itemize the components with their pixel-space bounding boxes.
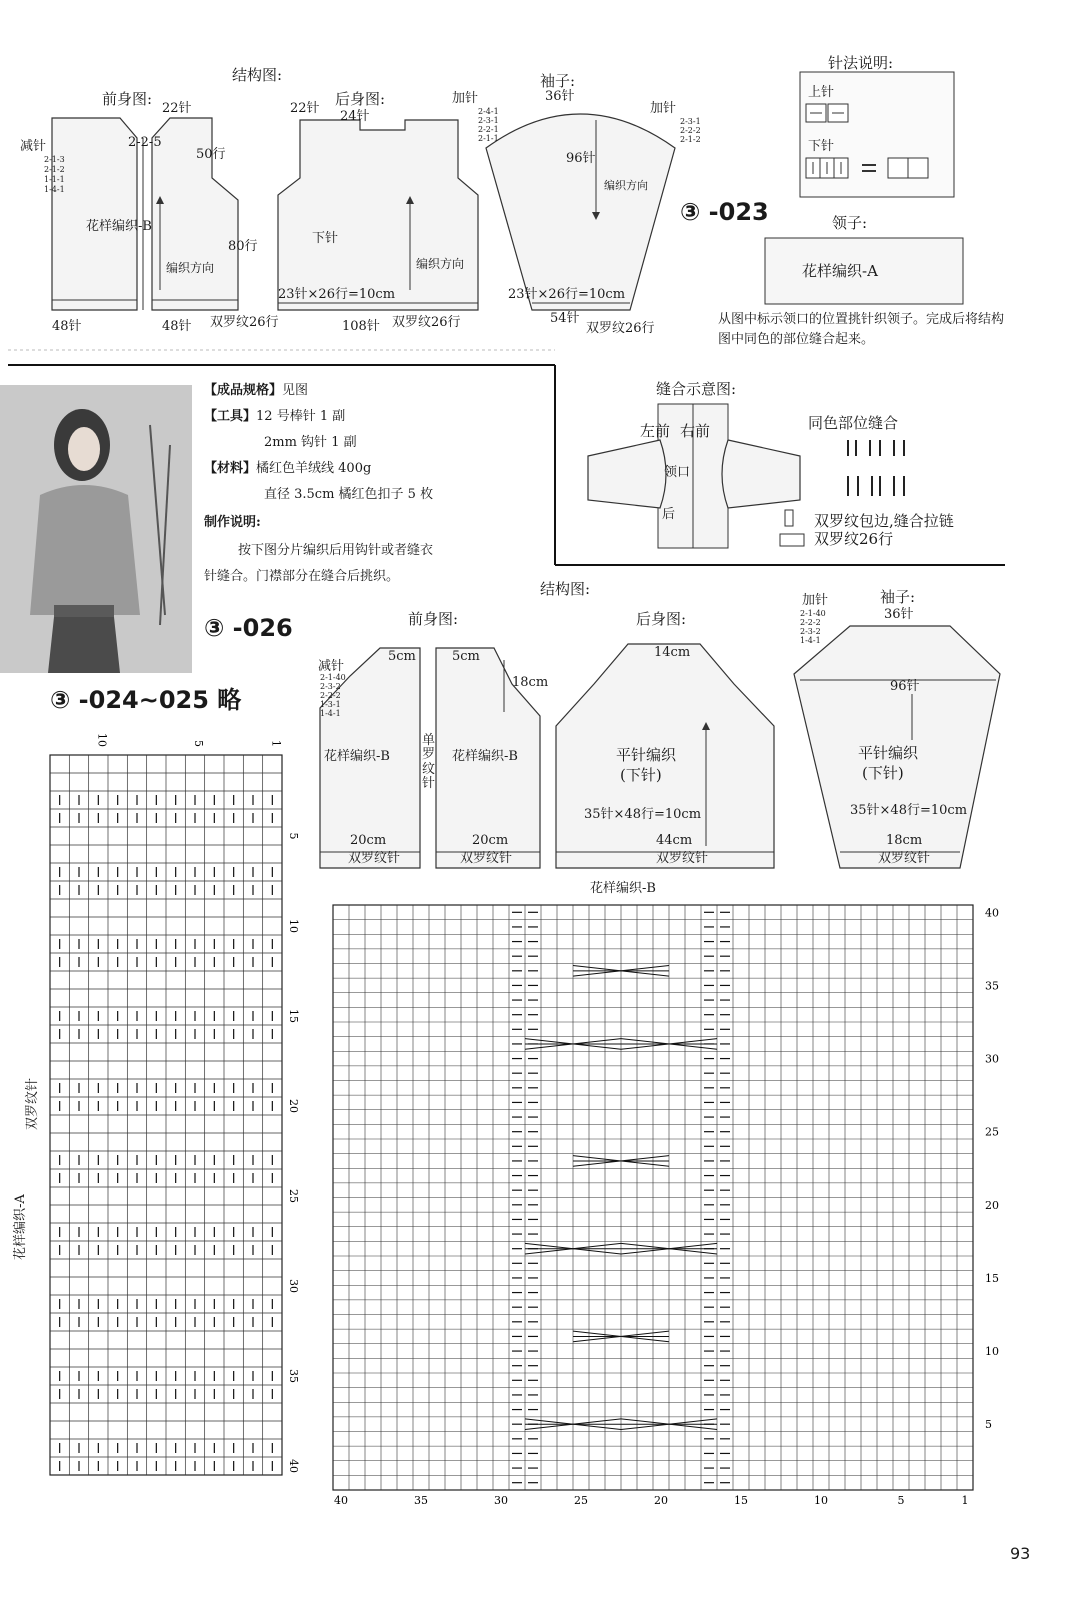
sewing-left-front: 左前 xyxy=(640,422,671,440)
chart-b-x-tick: 25 xyxy=(574,1494,588,1507)
spec-row-4: 【材料】橘红色羊绒线 400g xyxy=(204,461,372,476)
decrease-label-023: 减针 xyxy=(20,139,47,154)
sleeve-label-023: 袖子: xyxy=(540,72,576,90)
single-rib-band: 单罗纹针 xyxy=(422,733,436,791)
instructions-line-1: 按下图分片编织后用钩针或者缝衣 xyxy=(238,543,434,558)
sleeve-width-stitches: 96针 xyxy=(566,151,596,166)
gauge-back-026: 35针×48行=10cm xyxy=(584,807,702,822)
front-right-width: 20cm xyxy=(472,833,509,848)
page-number: 93 xyxy=(1010,1544,1031,1563)
chart-b-x-tick: 40 xyxy=(334,1494,348,1507)
front-left-pattern-b: 花样编织-B xyxy=(324,749,390,764)
structure-title-026: 结构图: xyxy=(540,580,591,598)
sleeve-cuff-width: 18cm xyxy=(886,833,923,848)
sewing-title: 缝合示意图: xyxy=(656,380,737,398)
increase-left-seq-4: 2-1-1 xyxy=(478,134,499,143)
purl-stitch-label: 上针 xyxy=(808,85,835,100)
spec-row-1: 【成品规格】见图 xyxy=(204,383,309,398)
chart-b-x-tick: 35 xyxy=(414,1494,428,1507)
decrease-026-seq-4: 1-3-1 xyxy=(320,700,341,709)
back-stockinette-label: 下针 xyxy=(312,231,339,246)
increase-026-seq-4: 1-4-1 xyxy=(800,636,821,645)
front-neck-depth: 18cm xyxy=(512,675,549,690)
increase-label-right: 加针 xyxy=(650,101,677,116)
sleeve-cap-stitches: 36针 xyxy=(545,89,575,104)
sleeve-rib-rows: 双罗纹26行 xyxy=(586,321,655,336)
sleeve-cuff-stitches: 54针 xyxy=(550,311,580,326)
legend-rib-rows: 双罗纹26行 xyxy=(814,530,894,548)
sleeve-plain-knit-note: (下针) xyxy=(862,764,904,782)
decrease-026-seq-1: 2-1-40 xyxy=(320,673,346,682)
sewing-collar: 领口 xyxy=(664,465,691,480)
decrease-label-026: 减针 xyxy=(318,659,345,674)
chart-a-rib-label: 双罗纹针 xyxy=(25,1077,40,1130)
structure-title-023: 结构图: xyxy=(232,66,283,84)
rib-sleeve: 双罗纹针 xyxy=(878,851,931,866)
stitch-legend-title: 针法说明: xyxy=(828,54,894,72)
increase-left-seq-2: 2-3-1 xyxy=(478,116,499,125)
chart-a-col-tick: 5 xyxy=(192,740,205,747)
chart-a-row-tick: 30 xyxy=(287,1279,300,1293)
knit-stitch-label: 下针 xyxy=(808,139,835,154)
pattern-label-023: ③ -023 xyxy=(680,198,769,226)
front-rib-rows: 双罗纹26行 xyxy=(210,315,279,330)
sewing-back: 后 xyxy=(662,507,676,522)
front-label-026: 前身图: xyxy=(408,610,459,628)
chart-b-title: 花样编织-B xyxy=(590,881,656,896)
back-plain-knit-note: (下针) xyxy=(620,766,662,784)
front-left-width: 20cm xyxy=(350,833,387,848)
sleeve-width-026: 96针 xyxy=(890,679,920,694)
increase-right-seq-2: 2-2-2 xyxy=(680,126,701,135)
chart-b-y-tick: 5 xyxy=(985,1418,992,1432)
chart-b-x-tick: 1 xyxy=(961,1494,969,1507)
decrease-seq-3: 1-1-1 xyxy=(44,175,65,184)
back-neck-stitches: 24针 xyxy=(340,109,370,124)
back-stitches: 108针 xyxy=(342,319,380,334)
instructions-title: 制作说明: xyxy=(204,515,261,530)
front-right-pattern-b: 花样编织-B xyxy=(452,749,518,764)
chart-a-title: 花样编织-A xyxy=(13,1194,28,1260)
increase-026-seq-2: 2-2-2 xyxy=(800,618,821,627)
gauge-sleeve-026: 35针×48行=10cm xyxy=(850,803,968,818)
front-neck-stitches: 22针 xyxy=(162,101,192,116)
increase-left-seq-1: 2-4-1 xyxy=(478,107,499,116)
instructions-line-2: 针缝合。门襟部分在缝合后挑织。 xyxy=(204,569,400,584)
chart-b-y-tick: 30 xyxy=(985,1052,999,1066)
back-label-023: 后身图: xyxy=(335,90,386,108)
increase-right-seq-1: 2-3-1 xyxy=(680,117,701,126)
back-rib-rows: 双罗纹26行 xyxy=(392,315,461,330)
neck-shaping-seq: 2-2-5 xyxy=(128,135,162,150)
chart-a-row-tick: 25 xyxy=(287,1189,300,1203)
knit-direction-back: 编织方向 xyxy=(416,257,465,271)
collar-pattern-a: 花样编织-A xyxy=(802,262,878,280)
chart-a-col-tick: 10 xyxy=(95,733,109,747)
sleeve-label-026: 袖子: xyxy=(880,588,916,606)
collar-label: 领子: xyxy=(832,214,868,232)
chart-a-row-tick: 35 xyxy=(287,1369,300,1383)
sleeve-cap-026: 36针 xyxy=(884,607,914,622)
rib-front-left: 双罗纹针 xyxy=(348,851,401,866)
back-plain-knit: 平针编织 xyxy=(616,746,677,764)
back-neck-width: 14cm xyxy=(654,645,691,660)
spec-row-5: 直径 3.5cm 橘红色扣子 5 枚 xyxy=(264,487,434,502)
increase-label-left: 加针 xyxy=(452,91,479,106)
front-right-neck-width: 5cm xyxy=(452,649,480,664)
front-pattern-b-label: 花样编织-B xyxy=(86,219,152,234)
rows-80: 80行 xyxy=(228,239,258,254)
knit-direction-front: 编织方向 xyxy=(166,261,215,275)
chart-b-y-tick: 15 xyxy=(985,1271,999,1285)
back-shoulder-stitches: 22针 xyxy=(290,101,320,116)
pattern-label-024-025: ③ -024~025 略 xyxy=(50,686,242,714)
chart-b-x-tick: 15 xyxy=(734,1494,748,1507)
knit-direction-sleeve: 编织方向 xyxy=(604,179,648,192)
increase-026-seq-3: 2-3-2 xyxy=(800,627,821,636)
chart-a-row-tick: 15 xyxy=(287,1009,300,1023)
decrease-seq-1: 2-1-3 xyxy=(44,155,65,164)
front-right-stitches: 48针 xyxy=(162,319,192,334)
increase-label-026: 加针 xyxy=(802,593,829,608)
spec-row-2: 【工具】12 号棒针 1 副 xyxy=(204,409,346,424)
chart-b-y-tick: 20 xyxy=(985,1198,999,1212)
collar-note: 从图中标示领口的位置挑针织领子。完成后将结构图中同色的部位缝合起来。 xyxy=(718,312,1005,347)
increase-026-seq-1: 2-1-40 xyxy=(800,609,826,618)
increase-left-seq-3: 2-2-1 xyxy=(478,125,499,134)
chart-a-row-tick: 10 xyxy=(287,919,300,933)
legend-rib-zip: 双罗纹包边,缝合拉链 xyxy=(814,512,954,530)
chart-b-x-tick: 5 xyxy=(897,1494,905,1507)
sleeve-plain-knit: 平针编织 xyxy=(858,744,919,762)
decrease-026-seq-2: 2-3-2 xyxy=(320,682,341,691)
pattern-label-026: ③ -026 xyxy=(204,614,293,642)
decrease-seq-2: 2-1-2 xyxy=(44,165,65,174)
gauge-back-023: 23针×26行=10cm xyxy=(278,287,396,302)
front-left-neck-width: 5cm xyxy=(388,649,416,664)
back-label-026: 后身图: xyxy=(636,610,687,628)
chart-a-row-tick: 20 xyxy=(287,1099,300,1113)
chart-b-x-tick: 10 xyxy=(814,1494,828,1507)
chart-b-x-tick: 20 xyxy=(654,1494,668,1507)
chart-b-x-tick: 30 xyxy=(494,1494,508,1507)
back-width: 44cm xyxy=(656,833,693,848)
chart-b-y-tick: 40 xyxy=(985,906,999,920)
rib-back: 双罗纹针 xyxy=(656,851,709,866)
same-color-label: 同色部位缝合 xyxy=(808,414,899,432)
spec-row-3: 2mm 钩针 1 副 xyxy=(264,435,357,450)
chart-a-col-tick: 1 xyxy=(269,740,283,747)
decrease-026-seq-3: 2-2-2 xyxy=(320,691,341,700)
chart-b-y-tick: 25 xyxy=(985,1125,999,1139)
chart-b-y-tick: 35 xyxy=(985,979,999,993)
chart-a-row-tick: 40 xyxy=(287,1459,300,1473)
gauge-sleeve-023: 23针×26行=10cm xyxy=(508,287,626,302)
rows-50: 50行 xyxy=(196,147,226,162)
chart-b-y-tick: 10 xyxy=(985,1345,999,1359)
front-left-stitches: 48针 xyxy=(52,319,82,334)
decrease-026-seq-5: 1-4-1 xyxy=(320,709,341,718)
sewing-right-front: 右前 xyxy=(680,422,711,440)
decrease-seq-4: 1-4-1 xyxy=(44,185,65,194)
front-label-023: 前身图: xyxy=(102,90,153,108)
rib-front-right: 双罗纹针 xyxy=(460,851,513,866)
increase-right-seq-3: 2-1-2 xyxy=(680,135,701,144)
chart-a-row-tick: 5 xyxy=(287,832,300,840)
